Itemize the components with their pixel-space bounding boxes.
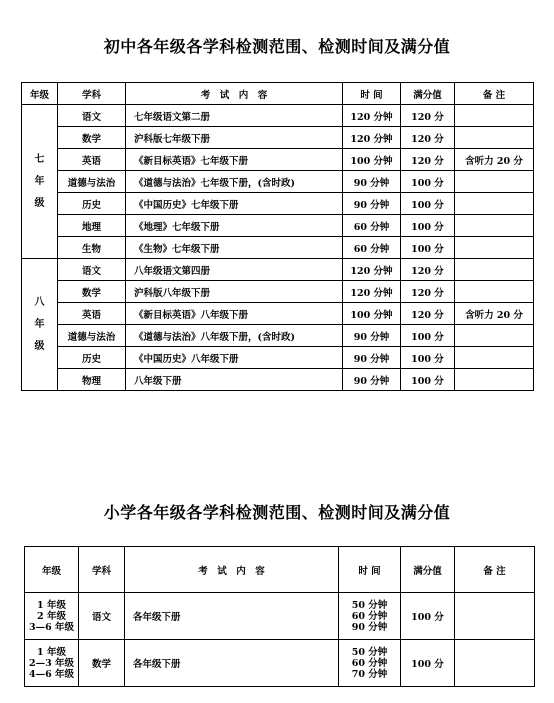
content-cell: 《新目标英语》八年级下册 xyxy=(126,303,343,325)
note-cell xyxy=(455,593,535,640)
header-content: 考 试 内 容 xyxy=(126,83,343,105)
time-cell: 100 分钟 xyxy=(343,149,401,171)
score-cell: 100 分 xyxy=(401,237,455,259)
table-row xyxy=(22,105,534,127)
table-row xyxy=(22,127,534,149)
header-score: 满分值 xyxy=(401,83,455,105)
table-row xyxy=(22,369,534,391)
content-cell: 七年级语文第二册 xyxy=(126,105,343,127)
table-row xyxy=(22,215,534,237)
time-cell: 60 分钟 xyxy=(343,237,401,259)
table-row xyxy=(22,193,534,215)
table-row xyxy=(25,593,535,640)
grade-cell: 1 年级 2 年级 3—6 年级 xyxy=(25,593,79,640)
header-note: 备 注 xyxy=(455,83,534,105)
subject-cell: 语文 xyxy=(58,259,126,281)
table-row xyxy=(22,149,534,171)
time-cell: 50 分钟 60 分钟 70 分钟 xyxy=(339,640,401,687)
header-subject: 学科 xyxy=(79,547,125,593)
subject-cell: 道德与法治 xyxy=(58,325,126,347)
subject-cell: 语文 xyxy=(58,105,126,127)
header-content: 考 试 内 容 xyxy=(125,547,339,593)
score-cell: 120 分 xyxy=(401,149,455,171)
score-cell: 100 分 xyxy=(401,171,455,193)
time-cell: 90 分钟 xyxy=(343,369,401,391)
score-cell: 100 分 xyxy=(401,593,455,640)
score-cell: 120 分 xyxy=(401,127,455,149)
subject-cell: 数学 xyxy=(58,127,126,149)
score-cell: 120 分 xyxy=(401,259,455,281)
content-cell: 《道德与法治》八年级下册，(含时政) xyxy=(126,325,343,347)
time-cell: 90 分钟 xyxy=(343,193,401,215)
content-cell: 《新目标英语》七年级下册 xyxy=(126,149,343,171)
header-score: 满分值 xyxy=(401,547,455,593)
content-cell: 《中国历史》七年级下册 xyxy=(126,193,343,215)
subject-cell: 英语 xyxy=(58,303,126,325)
note-cell xyxy=(455,237,534,259)
content-cell: 《中国历史》八年级下册 xyxy=(126,347,343,369)
score-cell: 100 分 xyxy=(401,325,455,347)
content-cell: 《道德与法治》七年级下册，(含时政) xyxy=(126,171,343,193)
content-cell: 八年级下册 xyxy=(126,369,343,391)
header-grade: 年级 xyxy=(22,83,58,105)
time-cell: 120 分钟 xyxy=(343,105,401,127)
time-cell: 50 分钟 60 分钟 90 分钟 xyxy=(339,593,401,640)
score-cell: 100 分 xyxy=(401,369,455,391)
table-row xyxy=(25,640,535,687)
table-row xyxy=(22,171,534,193)
header-note: 备 注 xyxy=(455,547,535,593)
header-subject: 学科 xyxy=(58,83,126,105)
primary-school-table xyxy=(24,546,535,687)
note-cell: 含听力 20 分 xyxy=(455,149,534,171)
header-grade: 年级 xyxy=(25,547,79,593)
header-time: 时 间 xyxy=(339,547,401,593)
table-row xyxy=(22,303,534,325)
note-cell xyxy=(455,127,534,149)
score-cell: 100 分 xyxy=(401,193,455,215)
middle-school-table xyxy=(21,82,534,391)
note-cell xyxy=(455,369,534,391)
score-cell: 100 分 xyxy=(401,347,455,369)
grade-cell: 1 年级 2—3 年级 4—6 年级 xyxy=(25,640,79,687)
note-cell: 含听力 20 分 xyxy=(455,303,534,325)
time-cell: 120 分钟 xyxy=(343,281,401,303)
subject-cell: 物理 xyxy=(58,369,126,391)
content-cell: 沪科版八年级下册 xyxy=(126,281,343,303)
score-cell: 100 分 xyxy=(401,215,455,237)
table-row xyxy=(22,325,534,347)
content-cell: 沪科版七年级下册 xyxy=(126,127,343,149)
note-cell xyxy=(455,347,534,369)
time-cell: 120 分钟 xyxy=(343,259,401,281)
table-row xyxy=(22,281,534,303)
note-cell xyxy=(455,193,534,215)
note-cell xyxy=(455,105,534,127)
subject-cell: 历史 xyxy=(58,193,126,215)
header-time: 时 间 xyxy=(343,83,401,105)
subject-cell: 数学 xyxy=(58,281,126,303)
score-cell: 120 分 xyxy=(401,105,455,127)
note-cell xyxy=(455,281,534,303)
score-cell: 120 分 xyxy=(401,281,455,303)
table-row xyxy=(22,237,534,259)
subject-cell: 道德与法治 xyxy=(58,171,126,193)
score-cell: 120 分 xyxy=(401,303,455,325)
time-cell: 90 分钟 xyxy=(343,347,401,369)
subject-cell: 英语 xyxy=(58,149,126,171)
time-cell: 60 分钟 xyxy=(343,215,401,237)
subject-cell: 数学 xyxy=(79,640,125,687)
time-cell: 90 分钟 xyxy=(343,171,401,193)
grade-cell: 八 年 级 xyxy=(22,259,58,391)
note-cell xyxy=(455,259,534,281)
note-cell xyxy=(455,171,534,193)
time-cell: 90 分钟 xyxy=(343,325,401,347)
note-cell xyxy=(455,325,534,347)
content-cell: 八年级语文第四册 xyxy=(126,259,343,281)
note-cell xyxy=(455,215,534,237)
content-cell: 《地理》七年级下册 xyxy=(126,215,343,237)
primary-school-title: 小学各年级各学科检测范围、检测时间及满分值 xyxy=(103,503,451,522)
grade-cell: 七 年 级 xyxy=(22,105,58,259)
table-row xyxy=(22,259,534,281)
time-cell: 120 分钟 xyxy=(343,127,401,149)
subject-cell: 地理 xyxy=(58,215,126,237)
note-cell xyxy=(455,640,535,687)
subject-cell: 生物 xyxy=(58,237,126,259)
content-cell: 各年级下册 xyxy=(125,593,339,640)
middle-school-title: 初中各年级各学科检测范围、检测时间及满分值 xyxy=(103,37,451,56)
content-cell: 各年级下册 xyxy=(125,640,339,687)
time-cell: 100 分钟 xyxy=(343,303,401,325)
score-cell: 100 分 xyxy=(401,640,455,687)
subject-cell: 语文 xyxy=(79,593,125,640)
subject-cell: 历史 xyxy=(58,347,126,369)
table-row xyxy=(22,347,534,369)
content-cell: 《生物》七年级下册 xyxy=(126,237,343,259)
